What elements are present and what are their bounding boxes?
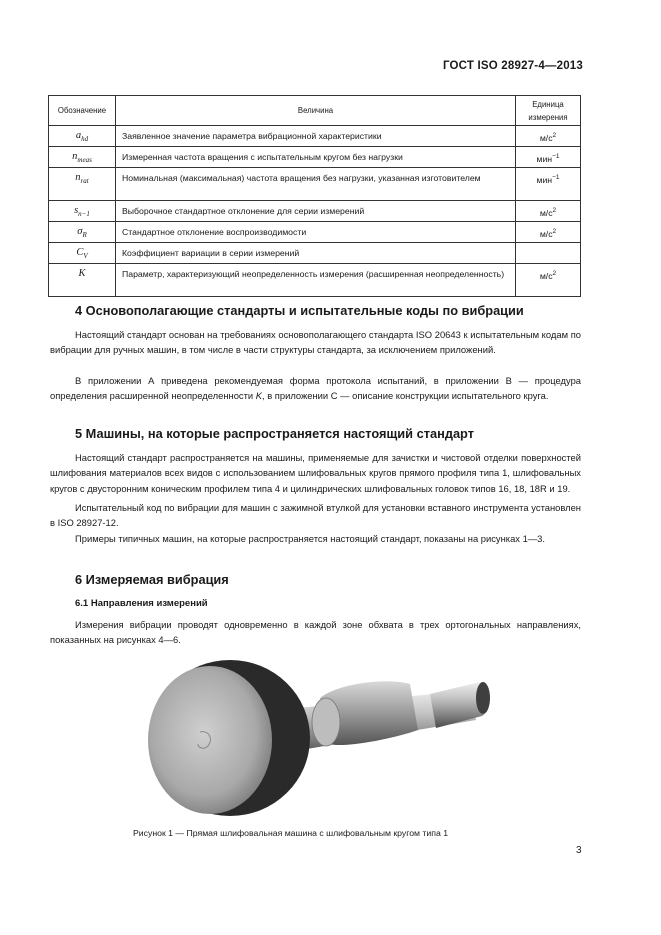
- unit-cell: $м/с^2$: [516, 222, 581, 243]
- table-row: [49, 201, 581, 222]
- description-cell: Заявленное значение параметра вибрационной характеристики: [116, 126, 516, 147]
- header-symbol: Обозначение: [49, 96, 116, 126]
- unit-cell: $м/с^2$: [516, 201, 581, 222]
- header-unit-line2: измерения: [528, 112, 568, 122]
- description-cell: Коэффициент вариации в серии измерений: [116, 243, 516, 264]
- table-row: [49, 222, 581, 243]
- unit-cell: мин$^{-1}$: [516, 147, 581, 168]
- section-4-title: 4 Основополагающие стандарты и испытательные коды по вибрации: [75, 303, 524, 318]
- table-row: [49, 147, 581, 168]
- description-cell: Параметр, характеризующий неопределенность измерения (расширенная неопределенность): [116, 264, 516, 297]
- description-cell: Стандартное отклонение воспроизводимости: [116, 222, 516, 243]
- table-row: [49, 243, 581, 264]
- section-5-paragraph-3: Примеры типичных машин, на которые распространяется настоящий стандарт, показаны на рисунках 1—3.: [75, 533, 546, 544]
- table-header-row: [49, 96, 581, 126]
- subsection-6-1-title: 6.1 Направления измерений: [75, 598, 208, 609]
- table-row: [49, 264, 581, 297]
- symbol-cell: $n_{meas}$: [49, 147, 116, 168]
- section-4-paragraph-2: В приложении А приведена рекомендуемая форма протокола испытаний, в приложении В — процедура определения расширенной неопределенности K, в приложении С — описание конструкции испытательного круга.: [50, 375, 581, 402]
- symbol-cell: $\sigma_R$: [49, 222, 116, 243]
- symbol-cell: K: [49, 264, 116, 297]
- page-number: 3: [576, 845, 582, 856]
- unit-cell: [516, 243, 581, 264]
- document-id-header: ГОСТ ISO 28927-4—2013: [442, 60, 583, 72]
- table-row: [49, 126, 581, 147]
- section-6-title: 6 Измеряемая вибрация: [75, 572, 229, 587]
- table-row: [49, 168, 581, 201]
- unit-cell: $м/с^2$: [516, 264, 581, 297]
- symbols-table: [48, 95, 581, 297]
- figure-caption: Рисунок 1 — Прямая шлифовальная машина с шлифовальным кругом типа 1: [133, 828, 449, 838]
- grinding-wheel-shape: [148, 666, 272, 814]
- section-5-paragraph-1: Настоящий стандарт распространяется на машины, применяемые для зачистки и чистовой отделки поверхностей шлифования материалов всех видов с использованием шлифовальных кругов прямого профиля типа 1, шлифовальных кругов с двусторонним коническим профилем типа 4 и цилиндрических шлифовальных головок типов 16, 18, 18R и 19.: [50, 452, 581, 494]
- rear-end-shape: [430, 682, 490, 728]
- section-5-title: 5 Машины, на которые распространяется настоящий стандарт: [75, 426, 474, 441]
- section-5-paragraph-2: Испытательный код по вибрации для машин с зажимной втулкой для установки вставного инструмента установлен в ISO 28927-12.: [50, 502, 581, 529]
- description-cell: Выборочное стандартное отклонение для серии измерений: [116, 201, 516, 222]
- grinder-illustration: [140, 660, 500, 825]
- handle-shape: [312, 681, 418, 746]
- description-cell: Номинальная (максимальная) частота вращения без нагрузки, указанная изготовителем: [116, 168, 516, 201]
- header-unit-line1: Единица: [532, 99, 564, 109]
- section-6-paragraph-1: Измерения вибрации проводят одновременно в каждой зоне обхвата в трех ортогональных направлениях, показанных на рисунках 4—6.: [50, 619, 581, 646]
- symbol-cell: $a_{hd}$: [49, 126, 116, 147]
- symbol-cell: $s_{n-1}$: [49, 201, 116, 222]
- unit-cell: $м/с^2$: [516, 126, 581, 147]
- description-cell: Измеренная частота вращения с испытательным кругом без нагрузки: [116, 147, 516, 168]
- symbol-cell: $C_V$: [49, 243, 116, 264]
- symbol-cell: $n_{rat}$: [49, 168, 116, 201]
- header-quantity: Величина: [116, 96, 516, 126]
- header-unit: [516, 96, 581, 126]
- unit-cell: мин$^{-1}$: [516, 168, 581, 201]
- section-4-paragraph-1: Настоящий стандарт основан на требованиях основополагающего стандарта ISO 20643 к испытательным кодам по вибрации для ручных машин, в том числе в части структуры стандарта, за исключением приложений.: [50, 329, 581, 356]
